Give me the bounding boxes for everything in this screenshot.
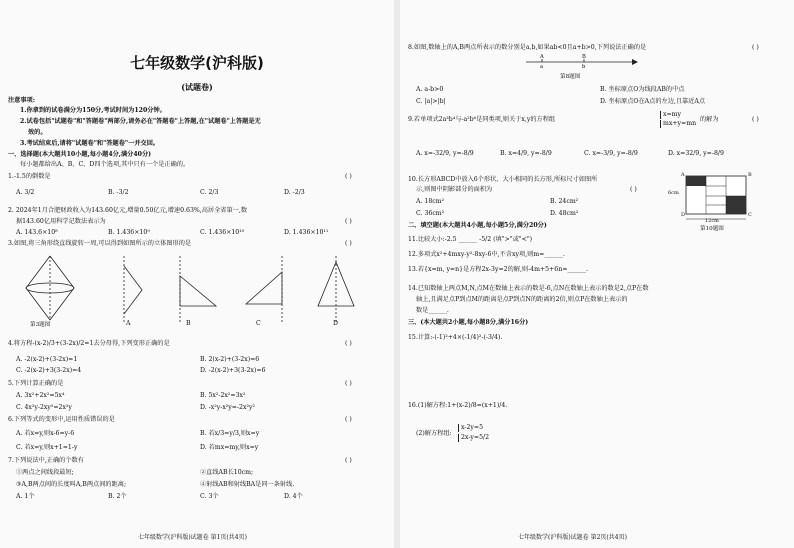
q2-stem: 2. 2024年1月合肥财政收入为143.60亿元,增量0.50亿元,增速0.63%,高居全省第一,数 [8,207,248,214]
q5-opt-d: D. -x²y-x²y=-2x²y² [200,404,255,411]
q8-opt-a: A. a-b>0 [416,86,444,93]
q6-opt-b: B. 若x/3=y/3,则x=y [200,430,260,437]
q2-opt-a: A. 143.6×10⁸ [16,229,58,236]
exam-title: 七年级数学(沪科版) [130,54,264,72]
q8-opt-d: D. 坐标原点O在A点的左边,且靠近A点 [600,98,706,105]
q4-opt-a: A. -2(x-2)+(3-2x)=1 [16,356,78,363]
q10-vertex-d: D [681,212,686,218]
page-left [0,0,394,548]
q10-vertex-a: A [681,172,685,178]
q14-stem-end: 数是______. [416,307,449,314]
q10-figure [680,172,750,222]
note-2: 2.试卷包括"试题卷"和"答题卷"两部分,请务必在"答题卷"上答题,在"试题卷"上答题是无 [20,118,261,125]
q7-opt-c: C. 3个 [200,493,219,500]
q3-solid-figure [26,256,74,320]
q16-part2: (2)解方程组: [416,430,452,437]
q3-label-a: A [126,320,131,327]
q13-stem: 13.若{x=m, y=n}是方程2x-3y=2的解,则-4m+5+6n=______. [408,266,588,273]
notes-header: 注意事项: [8,97,36,104]
q6-opt-c: C. 若x=y,则x+1=1-y [16,444,78,451]
q7-item-3: ③A,B两点间的长度叫A,B两点间的距离; [16,481,127,488]
q14-stem-cont: 轴上,且满足点P到点M的距离是点P到点N的距离的2倍,则点P在数轴上表示的 [416,296,628,303]
q3-option-c-figure [246,256,282,324]
q1-stem: 1.-1.5的倒数是 [8,173,51,180]
q3-caption: 第3题图 [30,322,51,328]
q7-item-2: ②直线AB长10cm; [200,469,254,476]
q7-item-1: ①两点之间线段最短; [16,469,74,476]
q4-opt-d: D. -2(x-2)+3(3-2x)=6 [200,367,266,374]
q6-opt-a: A. 若x=y,则x-6=y-6 [16,430,75,437]
q5-stem: 5.下列计算正确的是 [8,380,64,387]
q1-opt-b: B. -3/2 [108,189,129,196]
q10-vertex-b: B [748,172,752,178]
q9-stem: 9.若单项式2a³b⁴与-a²b⁶是同类项,则关于x,y的方程组 [408,116,556,123]
q8-answer-paren: ( ) [752,44,759,51]
q5-opt-a: A. 3x²+2x²=5x⁴ [16,392,65,399]
q4-opt-c: C. -2(x-2)+3(3-2x)=4 [16,367,82,374]
q1-opt-a: A. 3/2 [16,189,35,196]
q7-item-4: ④射线AB和射线BA是同一条射线. [200,481,295,488]
q8-stem: 8.如图,数轴上的A,B两点所表示的数分别是a,b,如果ab<0且a+b>0,下列说法正确的是 [408,44,647,51]
q5-opt-c: C. 4x²y-2xy²=2x²y [16,404,72,411]
q1-opt-d: D. -2/3 [284,189,305,196]
q16-system-eq2: 2x-y=5/2 [458,434,489,442]
q9-opt-b: B. x=4/9, y=-8/9 [500,150,552,157]
q3-stem: 3.如图,将三角形绕直线旋转一周,可以得到如图所示的立体图形的是 [8,240,192,247]
q2-stem-cont: 据143.60亿用科学记数法表示为 [16,218,106,225]
q7-opt-a: A. 1个 [16,493,35,500]
q4-opt-b: B. 2(x-2)+(3-2x)=6 [200,356,260,363]
q11-stem: 11.比较大小:-2.5 ______ -5/2 (填">"或"<") [408,236,533,243]
q10-opt-b: B. 24cm² [550,198,579,205]
q10-vertex-c: C [748,212,752,218]
q9-system-eq1: x=my [660,111,681,119]
q8-caption: 第8题图 [560,74,581,80]
q10-stem-cont: 示,则图中阴影部分的面积为 [416,186,493,193]
q8-number-line [520,52,640,74]
section-2-heading: 二、填空题(本大题共4小题,每小题5分,满分20分) [408,222,547,229]
page-footer-right: 七年级数学(沪科版)试题卷 第2页(共4页) [518,534,627,541]
q5-opt-b: B. 5x²-2x²=3x² [200,392,246,399]
q6-opt-d: D. 若mx=my,则x=y [200,444,259,451]
q10-answer-paren: ( ) [630,186,637,193]
q5-answer-paren: ( ) [345,380,352,387]
q8-axis-value-b: b [582,64,586,70]
q9-answer-paren: ( ) [752,116,759,123]
q10-stem: 10.长方形ABCD中放入6个形状、大小相同的长方形,所标尺寸如图所 [408,176,598,183]
q3-answer-paren: ( ) [345,240,352,247]
q8-axis-point-b: B [582,54,586,60]
q2-opt-c: C. 1.436×10¹⁰ [200,229,245,236]
q10-dim-height: 6cm [668,190,679,196]
q7-stem: 7.下列说法中,正确的个数有 [8,457,84,464]
note-1: 1.你拿到的试卷满分为150分,考试时间为120分钟。 [20,107,166,114]
q7-opt-b: B. 2个 [108,493,127,500]
q2-opt-b: B. 1.436×10⁹ [108,229,150,236]
q3-label-d: D [333,320,338,327]
q4-stem: 4.将方程-(x-2)/3+(3-2x)/2=1去分母得,下列变形正确的是 [8,340,170,347]
q14-stem: 14.已知数轴上两点M,N,点M在数轴上表示的数是-6,点N在数轴上表示的数是2,点P在数 [408,285,649,292]
q10-caption: 第10题图 [700,226,724,232]
q10-opt-d: D. 48cm² [550,210,579,217]
q9-stem-cont: 的解为 [700,116,719,123]
q8-opt-c: C. |a|>|b| [416,98,446,105]
exam-subtitle: (试题卷) [181,82,213,92]
q9-opt-a: A. x=-32/9, y=-8/9 [416,150,474,157]
q12-stem: 12.多项式x²+4mxy-y²-8xy-6中,不含xy项,则m=______. [408,251,565,258]
section-3-heading: 三、(本大题共2小题,每小题8分,满分16分) [408,319,529,326]
section-1-desc: 每小题都给出A、B、C、D四个选项,其中只有一个是正确的。 [20,161,190,168]
q2-opt-d: D. 1.436×10¹¹ [284,229,329,236]
q9-opt-c: C. x=-3/9, y=-8/9 [584,150,638,157]
q10-dim-width: 12cm [705,218,719,224]
q8-opt-b: B. 坐标原点O为线段AB的中点 [600,86,685,93]
q1-answer-paren: ( ) [345,173,352,180]
q6-stem: 6.下列等式的变形中,运用性质错误的是 [8,416,115,423]
q15-stem: 15.计算:-(-1)²+4×(-1/4)²-(-3/4). [408,334,503,341]
q16-part1: 16.(1)解方程:1+(x-2)/8=(x+1)/4. [408,402,508,409]
q3-option-a-figure [124,256,142,324]
q10-opt-a: A. 18cm² [416,198,445,205]
q9-system-eq2: mx+y=mn [660,120,696,128]
q6-answer-paren: ( ) [345,416,352,423]
q3-label-b: B [186,320,191,327]
note-2b: 效的。 [28,129,47,136]
q3-option-d-figure [318,256,354,324]
q4-answer-paren: ( ) [345,340,352,347]
q3-option-b-figure [180,256,216,324]
q7-opt-d: D. 4个 [284,493,303,500]
q1-opt-c: C. 2/3 [200,189,219,196]
page-footer-left: 七年级数学(沪科版)试题卷 第1页(共4页) [138,534,247,541]
q7-answer-paren: ( ) [345,457,352,464]
note-3: 3.考试结束后,请将"试题卷"和"答题卷"一并交回。 [20,140,160,147]
q16-system-eq1: x-2y=5 [458,424,483,432]
q2-answer-paren: ( ) [345,218,352,225]
section-1-heading: 一、选择题(本大题共10小题,每小题4分,满分40分) [8,151,152,158]
q8-axis-value-a: a [540,64,544,70]
q8-axis-point-a: A [540,54,544,60]
q10-opt-c: C. 36cm² [416,210,445,217]
page-right [400,0,794,548]
q9-opt-d: D. x=32/9, y=-8/9 [668,150,724,157]
q3-label-c: C [256,320,261,327]
q3-figure [20,252,380,330]
